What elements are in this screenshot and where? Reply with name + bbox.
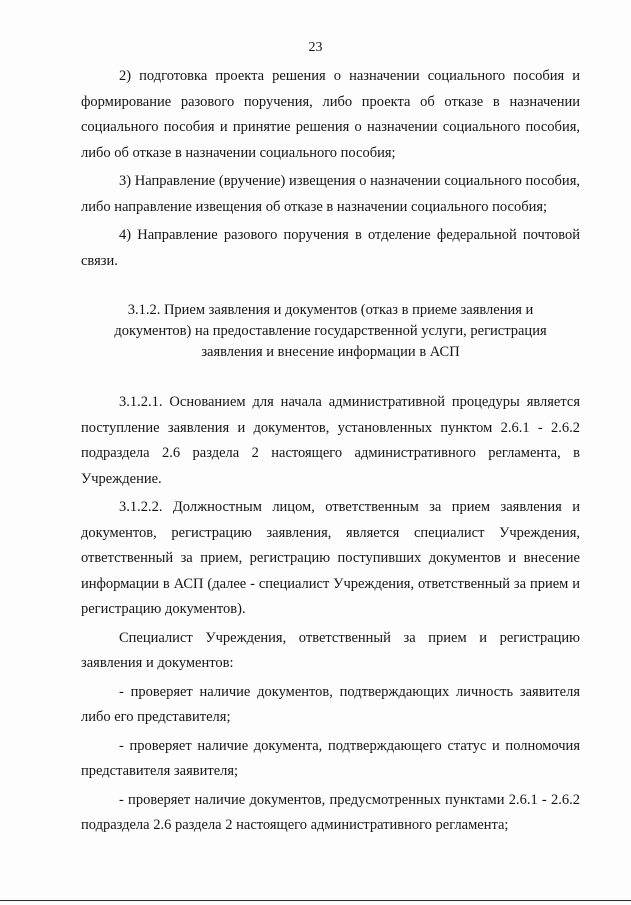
paragraph-item-3: 3) Направление (вручение) извещения о назначении социального пособия, либо направление извещения об отказе в назначении социального пособия; <box>81 173 580 215</box>
list-item-identity-check: - проверяет наличие документов, подтверждающих личность заявителя либо его представителя; <box>81 683 580 725</box>
paragraph-item-2: 2) подготовка проекта решения о назначении социального пособия и формирование разового поручения, либо проекта об отказе в назначении социального пособия и принятие решения о назначении социального пособия, либо об отказе в назначении социального пособия; <box>81 68 580 161</box>
document-body <box>81 64 580 839</box>
paragraph-3-1-2-1: 3.1.2.1. Основанием для начала административной процедуры является поступление заявления и документов, установленных пунктом 2.6.1 - 2.6.2 подраздела 2.6 раздела 2 настоящего административного регламента, в Учреждение. <box>81 394 580 487</box>
page-number: 23 <box>308 40 323 55</box>
list-item-documents-check: - проверяет наличие документов, предусмотренных пунктами 2.6.1 - 2.6.2 подраздела 2.6 раздела 2 настоящего административного регламента; <box>81 791 580 833</box>
section-heading-text: 3.1.2. Прием заявления и документов (отказ в приеме заявления и документов) на предоставление государственной услуги, регистрация заявления и внесение информации в АСП <box>114 302 547 360</box>
paragraph-specialist-intro: Специалист Учреждения, ответственный за прием и регистрацию заявления и документов: <box>81 629 580 671</box>
paragraph-item-4: 4) Направление разового поручения в отделение федеральной почтовой связи. <box>81 227 580 269</box>
scan-edge-line <box>0 900 631 901</box>
paragraph-3-1-2-2: 3.1.2.2. Должностным лицом, ответственным за прием заявления и документов, регистрацию заявления, является специалист Учреждения, ответственный за прием, регистрацию поступивших документов и внесение информации в АСП (далее - специалист Учреждения, ответственный за прием и регистрацию документов). <box>81 499 580 617</box>
section-heading-3-1-2 <box>81 300 580 363</box>
list-item-representative-check: - проверяет наличие документа, подтверждающего статус и полномочия представителя заявителя; <box>81 737 580 779</box>
